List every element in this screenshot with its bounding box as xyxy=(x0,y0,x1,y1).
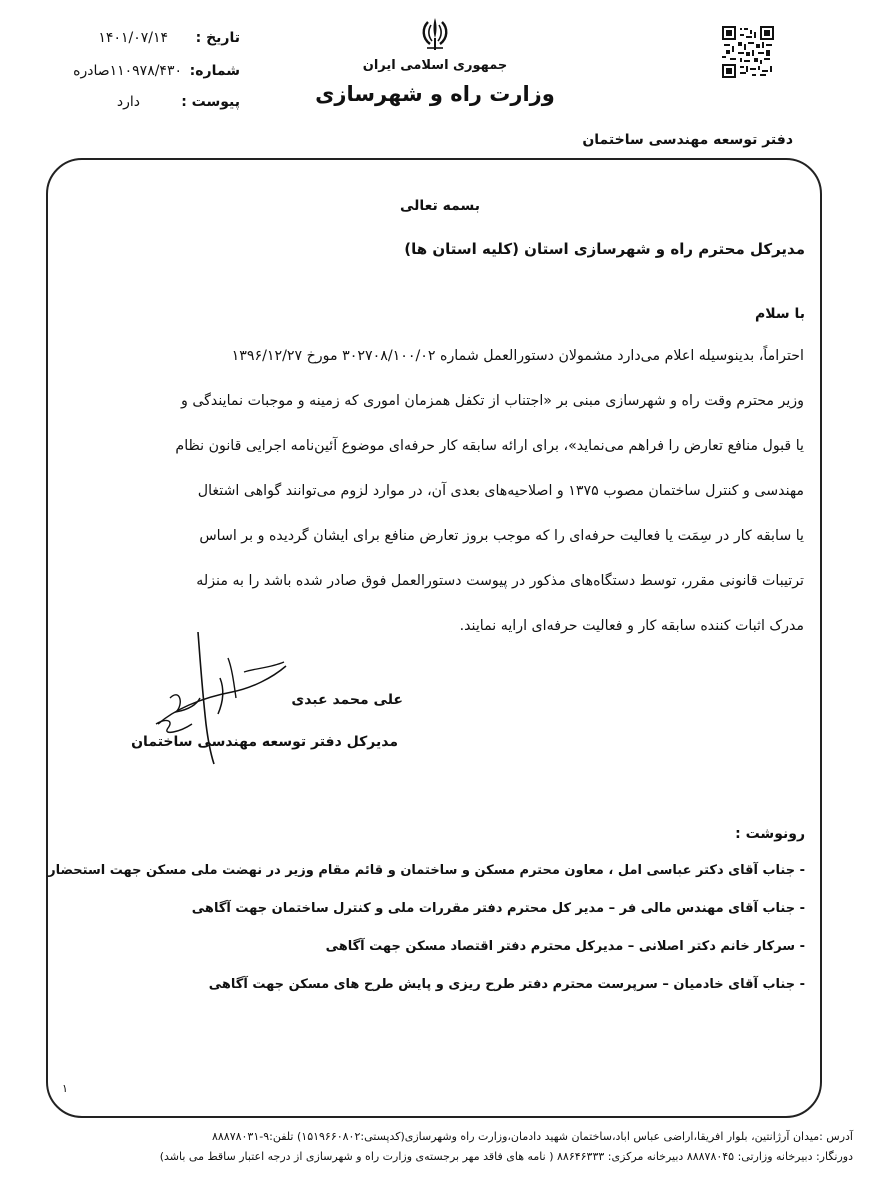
cc-item: - جناب آقای مهندس مالی فر – مدیر کل محترم دفتر مقررات ملی و کنترل ساختمان جهت آگاهی xyxy=(191,901,805,916)
attachment-row xyxy=(40,94,240,118)
cc-title: رونوشت : xyxy=(735,826,805,842)
addressee: مدیرکل محترم راه و شهرسازی استان (کلیه استان ها) xyxy=(404,240,805,258)
body-line: وزیر محترم وقت راه و شهرسازی مبنی بر «اجتناب از تکفل همزمان اموری که زمینه و موجبات نمایندگی و xyxy=(180,393,804,409)
attachment-label: پیوست : xyxy=(181,94,240,110)
attachment-value: دارد xyxy=(116,94,140,110)
signer-name: علی محمد عبدی xyxy=(291,692,403,708)
republic-title: جمهوری اسلامی ایران xyxy=(362,58,508,73)
body-line: مهندسی و کنترل ساختمان مصوب ۱۳۷۵ و اصلاحیه‌های بعدی آن، در موارد لزوم می‌توانند گواهی اشتغال xyxy=(197,483,804,499)
cc-list xyxy=(48,852,805,1004)
page-number: ۱ xyxy=(62,1082,68,1095)
body-line: مدرک اثبات کننده سابقه کار و فعالیت حرفه‌ای ارایه نمایند. xyxy=(459,618,804,634)
footer-fax: دورنگار: دبیرخانه وزارتی: ۸۸۸۷۸۰۴۵ دبیرخانه مرکزی: ۸۸۶۴۶۳۳۳ ( نامه های فاقد مهر برجسته‌ی وزارت راه و شهرسازی از درجه اعتبار ساقط می باشد) xyxy=(159,1150,853,1163)
date-row xyxy=(40,30,240,54)
number-label: شماره: xyxy=(189,63,240,79)
body-line: یا قبول منافع تعارض را فراهم می‌نماید»، برای ارائه سابقه کار حرفه‌ای موضوع آئین‌نامه اجرایی قانون نظام xyxy=(175,438,804,454)
bismillah: بسمه تعالی xyxy=(399,198,481,214)
cc-item: - جناب آقای خادمیان – سرپرست محترم دفتر طرح ریزی و پایش طرح های مسکن جهت آگاهی xyxy=(208,977,805,992)
cc-item: - سرکار خانم دکتر اصلانی – مدیرکل محترم دفتر اقتصاد مسکن جهت آگاهی xyxy=(325,939,805,954)
footer-address: آدرس :میدان آرژانتین، بلوار افریقا،اراضی عباس اباد،ساختمان شهید دادمان،وزارت راه وشهرسازی(کدپستی:۱۵۱۹۶۶۰۸۰۲) تلفن:۹-۸۸۸۷۸۰۳۱ xyxy=(211,1130,853,1143)
number-value: ۱۱۰۹۷۸/۴۳۰صادره xyxy=(73,63,182,79)
date-value: ۱۴۰۱/۰۷/۱۴ xyxy=(98,30,168,46)
iran-emblem-icon xyxy=(418,14,452,54)
signer-title: مدیرکل دفتر توسعه مهندسی ساختمان xyxy=(131,734,398,750)
body-line: ترتیبات قانونی مقرر، توسط دستگاه‌های مذکور در پیوست دستورالعمل فوق صادر شده باشد را به منزله xyxy=(196,573,804,589)
ministry-title: وزارت راه و شهرسازی xyxy=(315,82,555,106)
greeting: با سلام xyxy=(754,306,805,322)
qr-code-icon xyxy=(722,26,774,78)
office-title: دفتر توسعه مهندسی ساختمان xyxy=(582,132,793,148)
date-label: تاریخ : xyxy=(195,30,240,46)
letter-body xyxy=(102,334,804,649)
number-row xyxy=(40,63,240,87)
body-line: احتراماً، بدینوسیله اعلام می‌دارد مشمولان دستورالعمل شماره ۳۰۲۷۰۸/۱۰۰/۰۲ مورخ ۱۳۹۶/۱۲/۲۷ xyxy=(231,348,804,364)
body-line: یا سابقه کار در سِمَت یا فعالیت حرفه‌ای را که موجب بروز تعارض منافع برای ایشان گردیده و بر اساس xyxy=(199,528,804,544)
cc-item: - جناب آقای دکتر عباسی امل ، معاون محترم مسکن و ساختمان و قائم مقام وزیر در نهضت ملی مسکن جهت استحضار xyxy=(48,863,805,878)
